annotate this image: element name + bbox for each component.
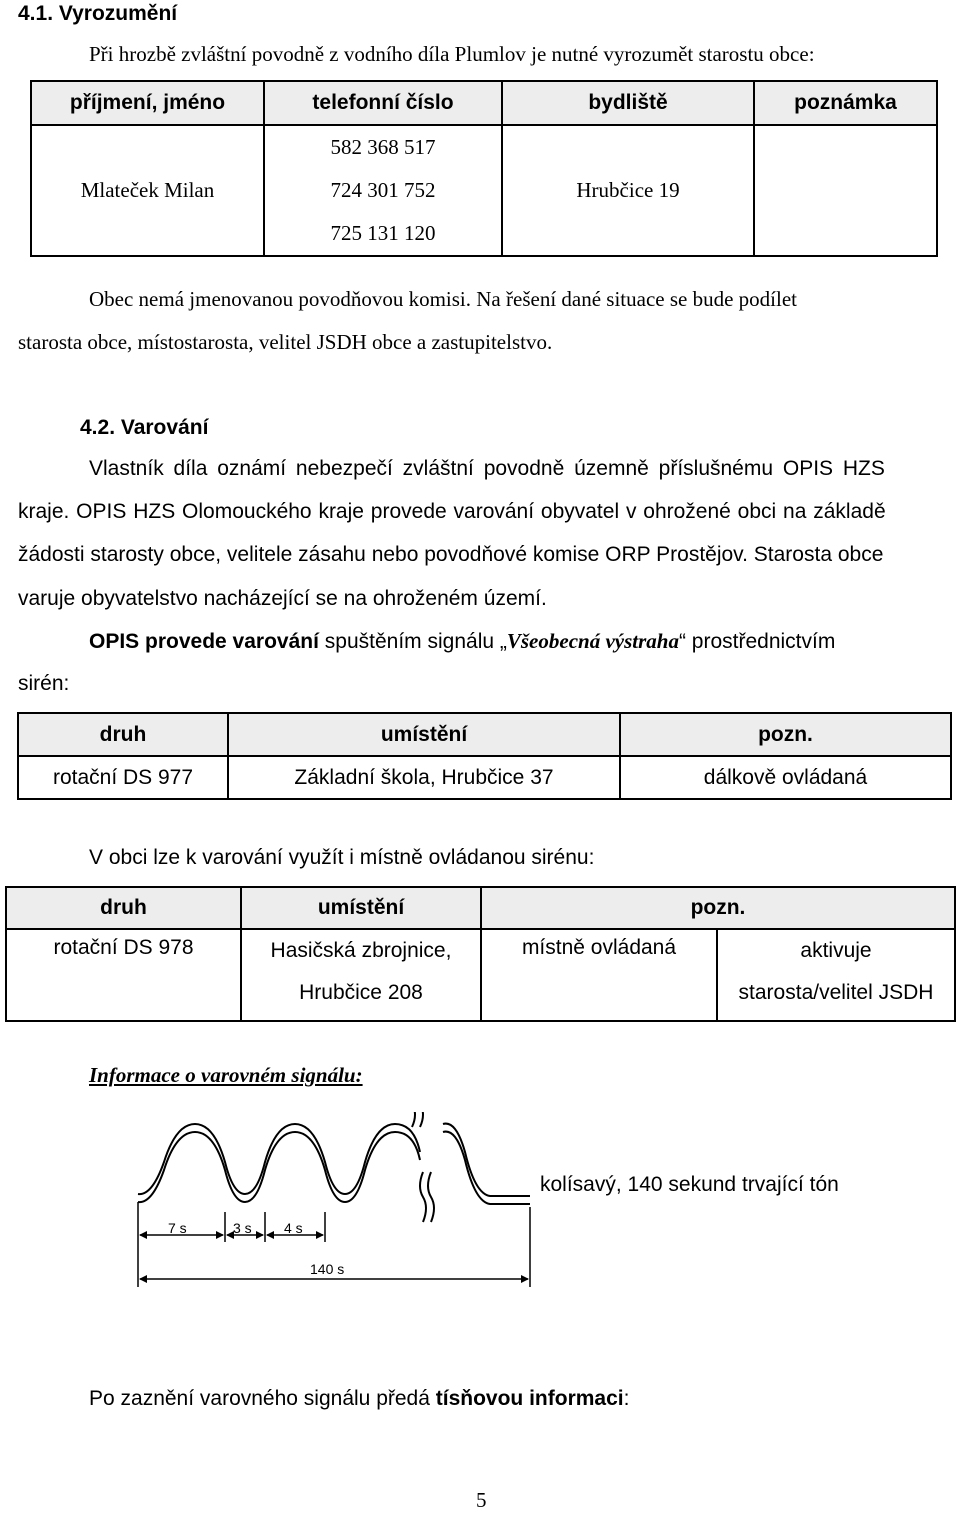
open-quote: „ (499, 630, 507, 653)
local-cell-location (241, 929, 481, 1021)
local-header-note: pozn. (481, 887, 955, 929)
signal-name: Všeobecná výstraha (506, 629, 679, 653)
remote-header-note: pozn. (620, 713, 951, 756)
phone-1: 582 368 517 (330, 135, 436, 159)
cell-phones (264, 125, 502, 256)
varovani-p2-line1 (89, 629, 835, 654)
varovani-p1-line3: žádosti starosty obce, velitele zásahu nebo povodňové komise ORP Prostějov. Starosta obce (18, 543, 884, 566)
final-text: Po zaznění varovného signálu předá (89, 1387, 436, 1410)
varovani-p1-line2: kraje. OPIS HZS Olomouckého kraje provede varování obyvatel v ohrožené obci na základě (18, 500, 886, 523)
remote-header-location: umístění (228, 713, 620, 756)
komise-para-line1: Obec nemá jmenovanou povodňovou komisi. Na řešení dané situace se bude podílet (89, 287, 797, 311)
remote-cell-location: Základní škola, Hrubčice 37 (228, 756, 620, 799)
section-heading-vyrozumeni: 4.1. Vyrozumění (18, 2, 178, 25)
phone-2: 724 301 752 (330, 178, 436, 202)
header-phone: telefonní číslo (264, 81, 502, 125)
page-number: 5 (476, 1488, 487, 1512)
vyrozumeni-intro: Při hrozbě zvláštní povodně z vodního díla Plumlov je nutné vyrozumět starostu obce: (89, 42, 815, 66)
header-note: poznámka (754, 81, 937, 125)
label-7s: 7 s (168, 1220, 187, 1236)
final-paragraph (89, 1387, 629, 1411)
komise-para-line2: starosta obce, místostarosta, velitel JSDH obce a zastupitelstvo. (18, 330, 553, 354)
cell-name: Mlateček Milan (31, 125, 264, 256)
label-4s: 4 s (284, 1220, 303, 1236)
remote-cell-type: rotační DS 977 (18, 756, 228, 799)
varovani-p1-line1-text: Vlastník díla oznámí nebezpečí zvláštní povodně územně příslušnému OPIS HZS (89, 457, 885, 480)
local-activates-line1: aktivuje (800, 939, 872, 962)
cell-residence: Hrubčice 19 (502, 125, 754, 256)
local-header-location: umístění (241, 887, 481, 929)
signal-info-heading: Informace o varovném signálu: (89, 1063, 363, 1087)
local-cell-control: místně ovládaná (481, 929, 717, 1021)
phone-3: 725 131 120 (330, 221, 436, 245)
remote-cell-note: dálkově ovládaná (620, 756, 951, 799)
close-quote: “ (678, 630, 686, 653)
varovani-p1-line4: varuje obyvatelstvo nacházející se na ohroženém území. (18, 587, 547, 610)
siren-table-remote (17, 712, 952, 800)
header-residence: bydliště (502, 81, 754, 125)
contact-table (30, 80, 938, 257)
opis-bold-text: OPIS provede varování (89, 630, 319, 653)
final-colon: : (623, 1387, 630, 1410)
signal-waveform-diagram (120, 1112, 540, 1292)
break-marks (409, 1112, 434, 1222)
local-cell-type: rotační DS 978 (6, 929, 241, 1021)
cell-note (754, 125, 937, 256)
local-activates-line2: starosta/velitel JSDH (738, 981, 934, 1004)
local-location-line1: Hasičská zbrojnice, (270, 939, 452, 962)
waveform-line (138, 1124, 530, 1204)
siren-table-local (5, 886, 956, 1022)
final-bold-text: tísňovou informaci (435, 1387, 624, 1410)
local-location-line2: Hrubčice 208 (299, 981, 423, 1004)
p2-end-text: prostřednictvím (685, 630, 836, 653)
header-name: příjmení, jméno (31, 81, 264, 125)
label-140s: 140 s (310, 1261, 345, 1277)
signal-description-box (538, 1160, 868, 1212)
label-3s: 3 s (233, 1220, 252, 1236)
varovani-p2-line2: sirén: (18, 672, 70, 695)
local-cell-activates (717, 929, 955, 1021)
local-siren-intro: V obci lze k varování využít i místně ovládanou sirénu: (89, 846, 595, 869)
signal-description: kolísavý, 140 sekund trvající tón (540, 1173, 839, 1196)
section-heading-varovani: 4.2. Varování (80, 416, 209, 439)
p2-mid-text: spuštěním signálu (318, 630, 500, 653)
remote-header-type: druh (18, 713, 228, 756)
varovani-p1-line1 (89, 457, 951, 481)
local-header-type: druh (6, 887, 241, 929)
